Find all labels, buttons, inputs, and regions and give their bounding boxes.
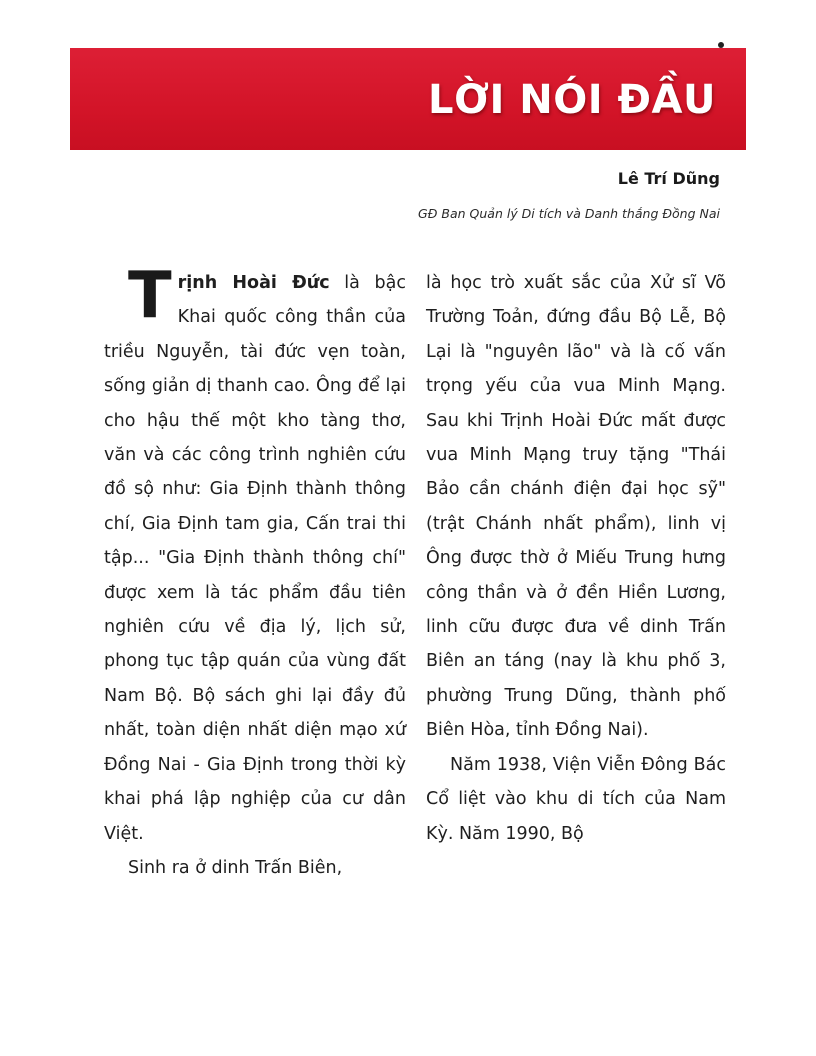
- lead-name: rịnh Hoài Đức: [177, 273, 330, 293]
- article-column-right: [426, 266, 726, 851]
- paragraph-1: [104, 259, 406, 851]
- author-role: GĐ Ban Quản lý Di tích và Danh thắng Đồng Nai: [418, 206, 720, 221]
- paragraph-1-text: là bậc Khai quốc công thần của triều Nguyễn, tài đức vẹn toàn, sống giản dị thanh cao. Ông để lại cho hậu thế một kho tàng thơ, văn và các công trình nghiên cứu đồ sộ như: Gia Định thành thông chí, Gia Định tam gia, Cấn trai thi tập... "Gia Định thành thông chí" được xem là tác phẩm đầu tiên nghiên cứu về địa lý, lịch sử, phong tục tập quán của vùng đất Nam Bộ. Bộ sách ghi lại đầy đủ nhất, toàn diện nhất diện mạo xứ Đồng Nai - Gia Định trong thời kỳ khai phá lập nghiệp của cư dân Việt.: [104, 273, 406, 844]
- page-title: LỜI NÓI ĐẦU: [428, 77, 716, 123]
- author-name: Lê Trí Dũng: [617, 169, 720, 188]
- article-column-left: [104, 259, 406, 885]
- corner-mark: [718, 42, 724, 48]
- drop-cap: T: [128, 259, 172, 333]
- paragraph-2-continued: là học trò xuất sắc của Xử sĩ Võ Trường Toản, đứng đầu Bộ Lễ, Bộ Lại là "nguyên lão" và là cố vấn trọng yếu của vua Minh Mạng. Sau khi Trịnh Hoài Đức mất được vua Minh Mạng truy tặng "Thái Bảo cần chánh điện đại học sỹ" (trật Chánh nhất phẩm), linh vị Ông được thờ ở Miếu Trung hưng công thần và ở đền Hiền Lương, linh cữu được đưa về dinh Trấn Biên an táng (nay là khu phố 3, phường Trung Dũng, thành phố Biên Hòa, tỉnh Đồng Nai).: [426, 273, 726, 741]
- paragraph-3: Năm 1938, Viện Viễn Đông Bác Cổ liệt vào khu di tích của Nam Kỳ. Năm 1990, Bộ: [426, 754, 726, 844]
- title-banner: [70, 48, 746, 150]
- paragraph-2-start: Sinh ra ở dinh Trấn Biên,: [128, 857, 343, 878]
